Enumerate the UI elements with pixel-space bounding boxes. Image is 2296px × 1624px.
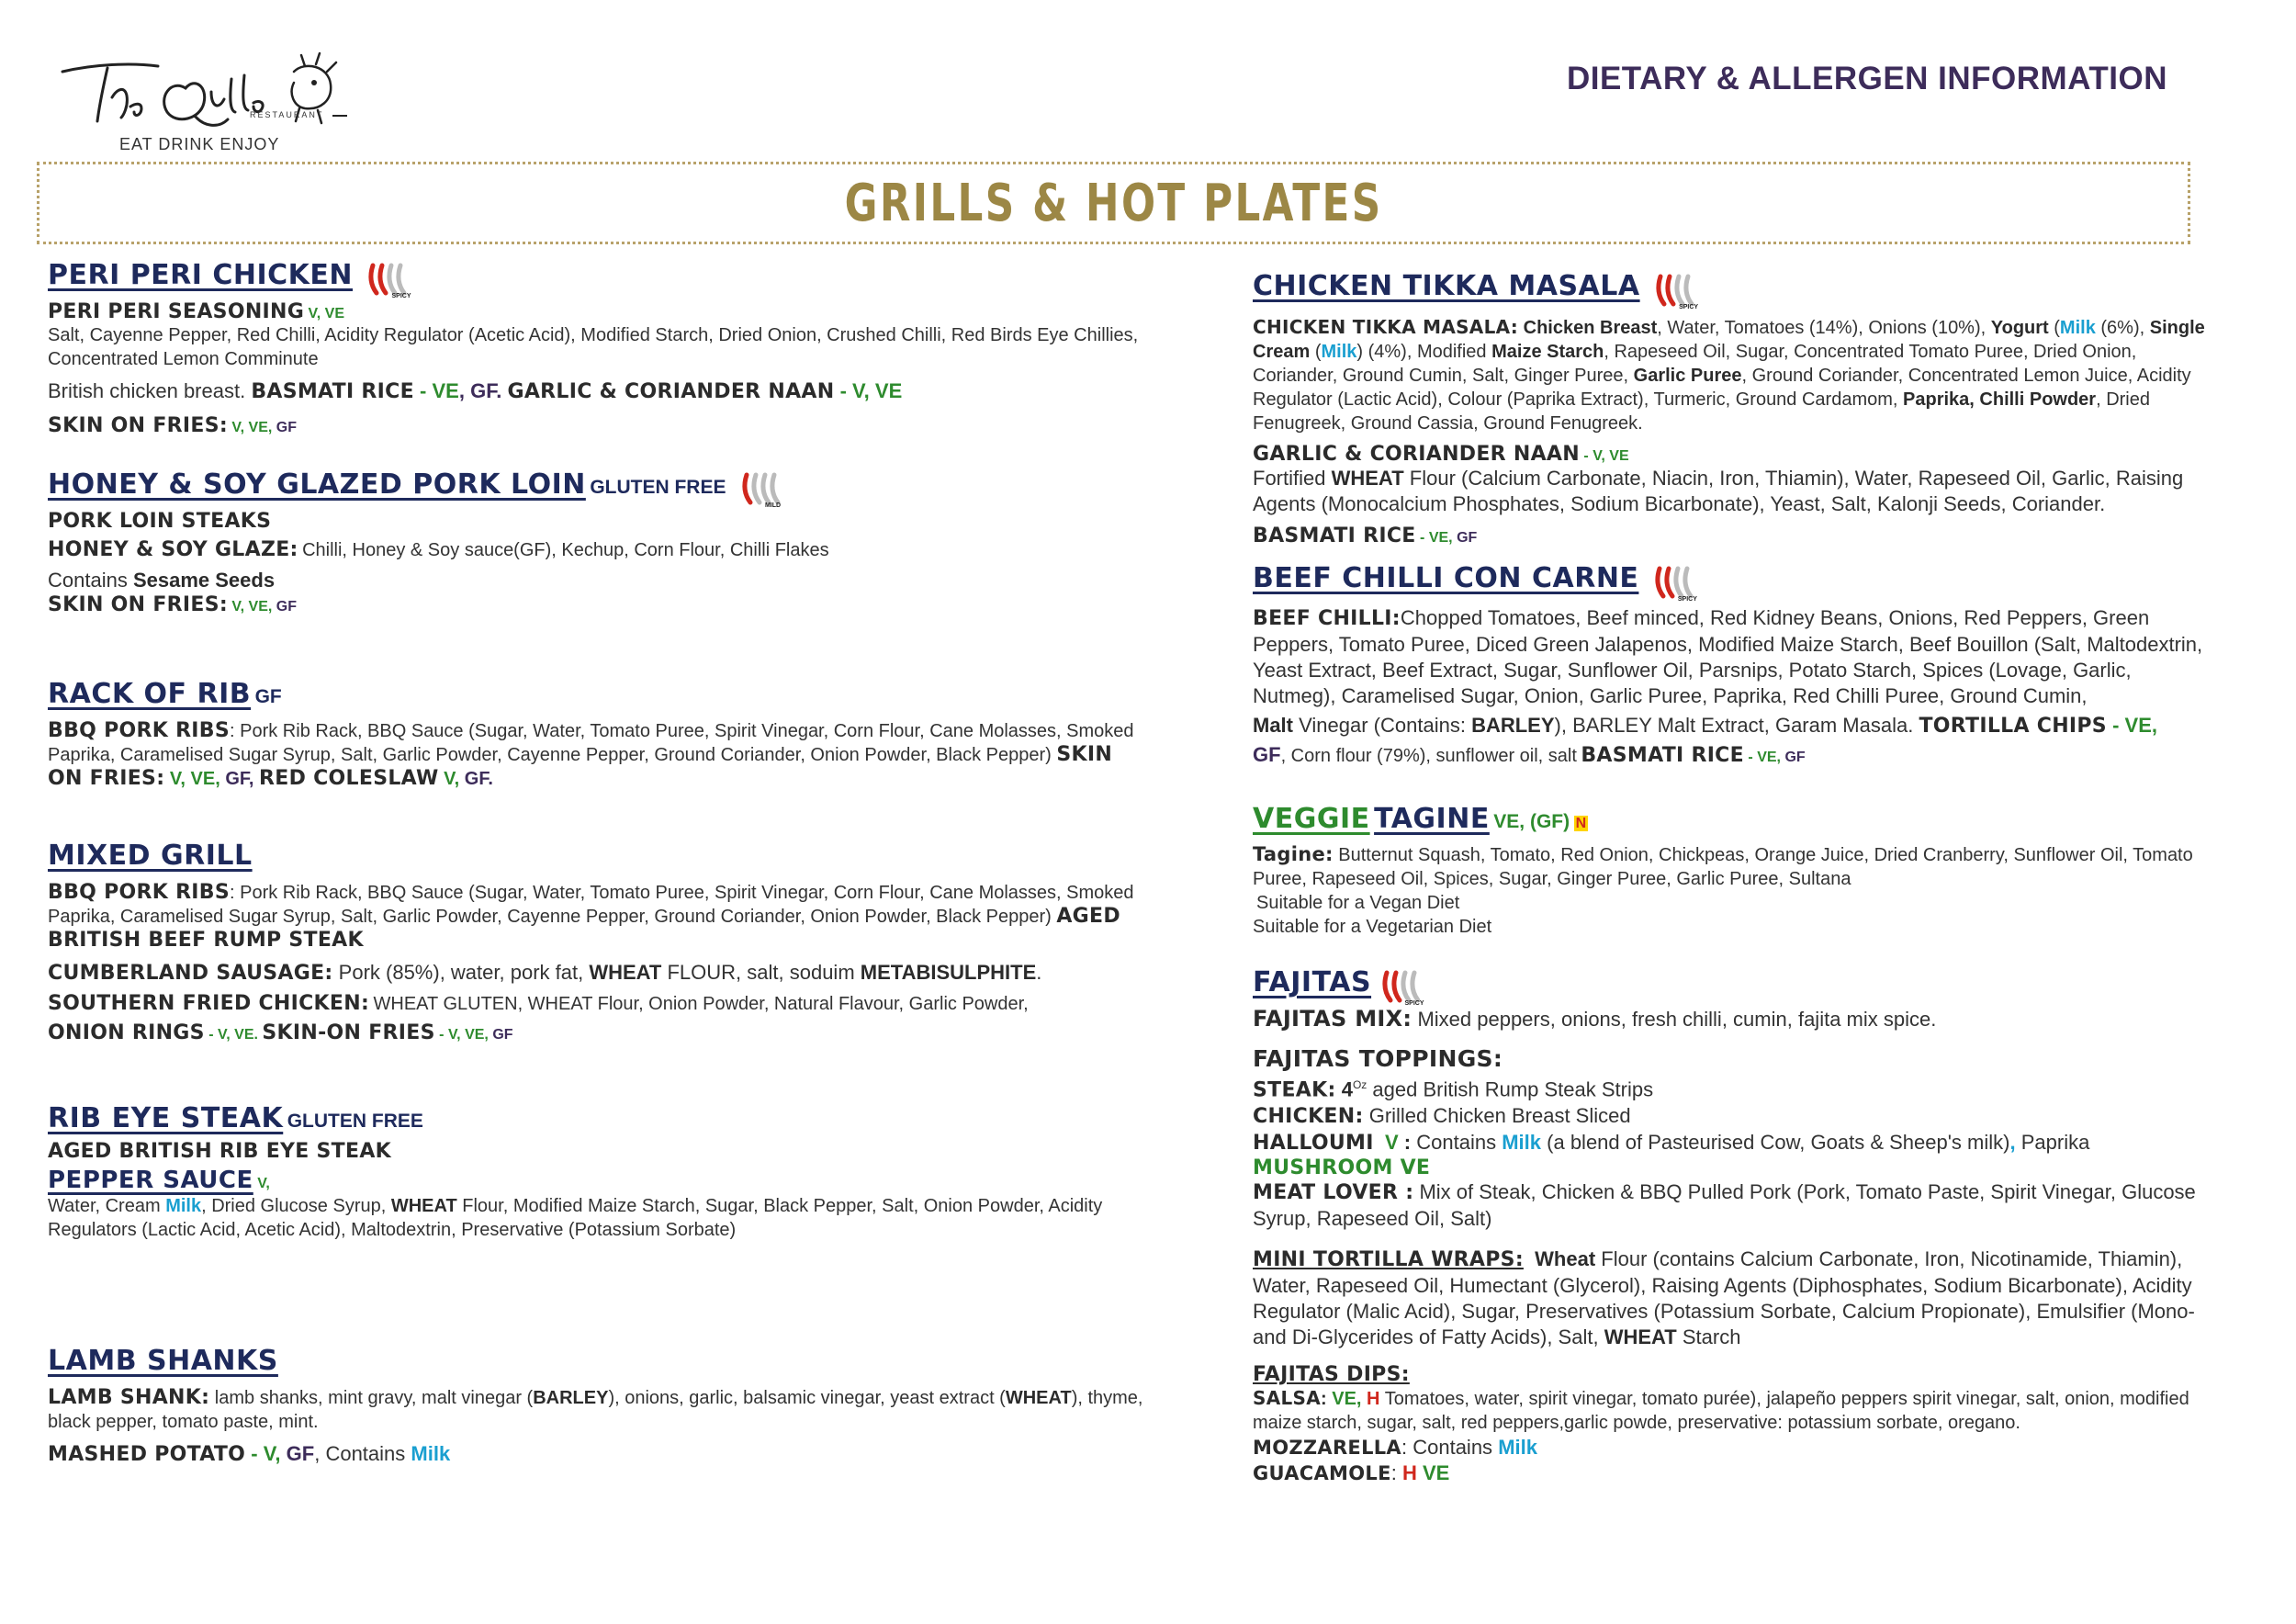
allergen-milk: Milk (1321, 341, 1357, 362)
vegan-tag: VE (234, 1027, 254, 1043)
dip-label: MOZZARELLA (1253, 1437, 1401, 1460)
vegetarian-tag: V (444, 769, 455, 789)
vegetarian-tag: V (447, 1027, 457, 1043)
ingredient-text: Butternut Squash, Tomato, Red Onion, Chickpeas, Orange Juice, Dried Cranberry, Sunflower Oil, Tomato Puree, Rapeseed Oil, Spices, Sugar, Ginger Puree, Garlic Puree, Sultana (1253, 845, 2193, 889)
dish-title: BEEF CHILLI CON CARNE (1253, 562, 1639, 594)
allergen-wheat: WHEAT (390, 1196, 457, 1216)
ingredient-text: Contains (48, 568, 128, 592)
vegetarian-tag: V (231, 598, 241, 615)
dips-heading: FAJITAS DIPS: (1253, 1363, 1410, 1387)
allergen-sesame: Sesame Seeds (132, 568, 276, 592)
allergen-milk: Milk (1502, 1131, 1542, 1155)
ingredient-text: (4%), Modified (1367, 341, 1487, 362)
side-basmati-rice: BASMATI RICE (1253, 524, 1416, 547)
ingredient-text: lamb shanks, mint gravy, malt vinegar ( (214, 1388, 534, 1408)
ingredient-text: , Dried Glucose Syrup, (201, 1196, 387, 1216)
vegan-tag: VE (1332, 1389, 1356, 1410)
dish-title: RACK OF RIB (48, 678, 252, 710)
ingredient-text: (a blend of Pasteurised Cow, Goats & Sheep's milk) (1547, 1131, 2010, 1155)
side-fries: SKIN ON FRIES: (48, 592, 228, 616)
ingredient-text: Paprika (2020, 1131, 2090, 1155)
vegan-tag: VE (248, 419, 268, 435)
dash: - (1579, 447, 1593, 464)
vegan-tag: VE (2124, 713, 2152, 737)
dish-rack-of-rib: RACK OF RIB GF BBQ PORK RIBS: Pork Rib Rack, BBQ Sauce (Sugar, Water, Tomato Puree, Spirit Vinegar, Corn Flour, Cane Molasses, Smoked Paprika, Caramelised Sugar Syrup, Salt, Garlic Powder, Cayenne Pepper, Ground Coriander, Onion Powder, Black Pepper) SKIN ON FRIES: V, VE, GF, RED COLESLAW V, GF. (48, 678, 1134, 790)
dish-title: CHICKEN TIKKA MASALA (1253, 270, 1640, 302)
ingredient-text: Grilled Chicken Breast Sliced (1368, 1104, 1631, 1128)
chilli-icon (1378, 969, 1433, 1006)
side-tortilla-chips: TORTILLA CHIPS (1919, 714, 2107, 738)
steak-unit: Oz (1352, 1077, 1367, 1091)
dish-title: LAMB SHANKS (48, 1345, 278, 1377)
ingredient-bold: Yogurt (1990, 317, 2049, 338)
ingredient-text: Vinegar (Contains: (1299, 713, 1466, 737)
dash: - (434, 1027, 448, 1043)
gluten-free-label: GF (254, 686, 282, 707)
dip-label: GUACAMOLE (1253, 1462, 1391, 1485)
ingredient-label: CUMBERLAND SAUSAGE: (48, 962, 333, 985)
halal-tag: H (1367, 1389, 1380, 1410)
dash: - (834, 378, 853, 402)
allergen-wheat: WHEAT (1005, 1388, 1072, 1408)
tagline: EAT DRINK ENJOY (119, 135, 280, 153)
allergen-barley: BARLEY (533, 1388, 609, 1408)
dash: - (204, 1027, 219, 1043)
dash: - (1743, 749, 1758, 765)
dash: - (413, 378, 433, 402)
ingredient-label: BEEF CHILLI: (1253, 606, 1401, 630)
dish-title: FAJITAS (1253, 966, 1372, 998)
ingredient-label: HONEY & SOY GLAZE: (48, 537, 298, 561)
ingredient-text: Flour (Calcium Carbonate, Niacin, Iron, Thiamin), Water, Rapeseed Oil, Garlic, Raising Agents (Monocalcium Phosphates, Sodium Bicarbonate), Yeast, Salt, Kalonji Seeds, Coriander. (1253, 466, 2184, 515)
allergen-milk: Milk (411, 1442, 451, 1465)
ingredient-label: Tagine: (1253, 843, 1334, 865)
vegetarian-tag: V (263, 1442, 276, 1465)
gluten-free-tag: GF (470, 378, 497, 402)
document-title: DIETARY & ALLERGEN INFORMATION (1566, 61, 2167, 96)
side-naan: GARLIC & CORIANDER NAAN (1253, 442, 1580, 466)
ingredient-label: BBQ PORK RIBS (48, 881, 231, 904)
ingredient-text: WHEAT GLUTEN, WHEAT Flour, Onion Powder, Natural Flavour, Garlic Powder, (373, 994, 1029, 1014)
ingredient-label: PORK LOIN STEAKS (48, 509, 272, 533)
ingredient-label: AGED BRITISH BEEF RUMP STEAK (48, 905, 1120, 952)
spice-level-label: SPICY (1677, 595, 1697, 603)
ingredient-text: , Water, Tomatoes (14%), Onions (10%), (1657, 317, 1986, 338)
ingredient-text: , Corn flour (79%), sunflower oil, salt (1280, 745, 1577, 766)
dish-title: RIB EYE STEAK (48, 1102, 284, 1134)
ingredient-text: Tomatoes, water, spirit vinegar, tomato purée), jalapeño peppers spirit vinegar, salt, onion, modified maize starch, sugar, salt, red peppers,garlic powde, preservative: potassium sorbate, oregano. (1253, 1389, 2189, 1434)
comma: , (316, 305, 321, 321)
ingredient-text: : Contains (1401, 1436, 1493, 1460)
logo-script-mark (57, 51, 351, 134)
chilli-icon (1651, 273, 1706, 310)
ingredient-label: CHICKEN TIKKA MASALA: (1253, 315, 1519, 338)
ingredient-text: Mix of Steak, Chicken & BBQ Pulled Pork (Pork, Tomato Paste, Spirit Vinegar, Glucose Syrup, Rapeseed Oil, Salt) (1253, 1180, 2196, 1231)
dash: - (245, 1442, 264, 1465)
allergen-wheat: WHEAT (589, 961, 662, 984)
gluten-free-tag: GF (276, 419, 297, 435)
dish-beef-chilli-con-carne: BEEF CHILLI CON CARNE SPICY BEEF CHILLI:Chopped Tomatoes, Beef minced, Red Kidney Beans, Onions, Red Peppers, Green Peppers, Tomato Puree, Diced Green Jalapenos, Modified Maize Starch, Beef Bouillon (Salt, Maltodextrin, Yeast Extract, Beef Extract, Sugar, Sunflower Oil, Parsnips, Potato Starch, Spices (Lovage, Garlic, Nutmeg), Caramelised Sugar, Onion, Garlic Puree, Paprika, Red Chilli Puree, Ground Cumin, Malt Vinegar (Contains: BARLEY), BARLEY Malt Extract, Garam Masala. TORTILLA CHIPS - VE, GF, Corn flour (79%), sunflower oil, salt BASMATI RICE - VE, GF (1253, 562, 2203, 767)
ingredient-label: SOUTHERN FRIED CHICKEN: (48, 992, 370, 1015)
gluten-free-label: GLUTEN FREE (287, 1111, 423, 1132)
ingredient-text: Salt, Cayenne Pepper, Red Chilli, Acidity Regulator (Acetic Acid), Modified Starch, Dried Onion, Crushed Chilli, Red Birds Eye Chillies, Concentrated Lemon Comminute (48, 324, 1139, 369)
vegan-tag: VE (1757, 749, 1777, 765)
side-fries: SKIN ON FRIES: (48, 743, 1113, 790)
ingredient-text: (6%), (2100, 317, 2145, 338)
vegan-tag: VE (324, 305, 344, 321)
topping-label: HALLOUMI (1253, 1132, 1374, 1156)
gluten-free-label: GLUTEN FREE (590, 477, 726, 498)
ingredient-label: BBQ PORK RIBS (48, 719, 231, 742)
side-fries: SKIN ON FRIES: (48, 413, 228, 437)
allergen-wheat: Wheat (1535, 1247, 1596, 1271)
ingredient-text: Fortified (1253, 466, 1326, 490)
side-mashed-potato: MASHED POTATO (48, 1443, 246, 1466)
spice-level-label: MILD (764, 502, 782, 509)
section-title: GRILLS & HOT PLATES (844, 173, 1383, 233)
gluten-free-tag: GF (1253, 742, 1281, 766)
allergen-milk: Milk (1498, 1436, 1537, 1460)
vegan-tag: VE (874, 378, 903, 402)
ingredient-text: : Pork Rib Rack, BBQ Sauce (Sugar, Water, Tomato Puree, Spirit Vinegar, Corn Flour, Cane Molasses, Smoked Paprika, Caramelised Sugar Syrup, Salt, Garlic Powder, Cayenne Pepper, Ground Coriander, Onion Powder, Black Pepper) (48, 883, 1134, 927)
dish-mixed-grill: MIXED GRILL BBQ PORK RIBS: Pork Rib Rack, BBQ Sauce (Sugar, Water, Tomato Puree, Spirit Vinegar, Corn Flour, Cane Molasses, Smoked Paprika, Caramelised Sugar Syrup, Salt, Garlic Powder, Cayenne Pepper, Ground Coriander, Onion Powder, Black Pepper) AGED BRITISH BEEF RUMP STEAK CUMBERLAND SAUSAGE: Pork (85%), water, pork fat, WHEAT FLOUR, salt, soduim METABISULPHITE. SOUTHERN FRIED CHICKEN: WHEAT GLUTEN, WHEAT Flour, Onion Powder, Natural Flavour, Garlic Powder, ONION RINGS - V, VE. SKIN-ON FRIES - V, VE, GF (48, 840, 1150, 1044)
vegan-tag: VE (432, 378, 459, 402)
toppings-heading: FAJITAS TOPPINGS: (1253, 1044, 1503, 1072)
side-naan: GARLIC & CORIANDER NAAN (507, 379, 835, 403)
ingredient-text: Pork (85%), water, pork fat, (338, 961, 584, 984)
steak-weight: 4 (1341, 1077, 1353, 1101)
vegetarian-tag: V (257, 1176, 266, 1191)
topping-label: STEAK: (1253, 1078, 1336, 1102)
vegan-tag: VE (1428, 529, 1449, 546)
vegan-note: Suitable for a Vegan Diet (1256, 893, 1460, 913)
ingredient-bold: Maize Starch (1491, 341, 1604, 362)
allergen-sulphite: METABISULPHITE (860, 961, 1037, 984)
vegetarian-tag: V (1384, 1131, 1399, 1155)
vegan-tag: VE (1609, 447, 1629, 464)
ingredient-text: , Rapeseed Oil, Sugar, Concentrated Tomato Puree, Dried Onion, Coriander, Ground Cumin, Salt, Ginger Puree, (1253, 341, 2137, 386)
dish-pork-loin: HONEY & SOY GLAZED PORK LOIN GLUTEN FREE MILD PORK LOIN STEAKS HONEY & SOY GLAZE: Chilli, Honey & Soy sauce(GF), Kechup, Corn Flour, Chilli Flakes Contains Sesame Seeds SKIN ON FRIES: V, VE, GF (48, 468, 1150, 616)
logo-sub-text: RESTAURANT (250, 110, 324, 119)
side-basmati-rice: BASMATI RICE (251, 379, 414, 403)
ingredient-text: British chicken breast. (48, 378, 246, 402)
ingredient-bold: Chicken Breast (1523, 317, 1658, 338)
allergen-barley: BARLEY (1471, 713, 1555, 737)
ingredient-label: FAJITAS MIX: (1253, 1005, 1412, 1032)
side-fries: SKIN-ON FRIES (262, 1021, 435, 1044)
ingredient-label: LAMB SHANK: (48, 1386, 210, 1409)
ingredient-text: Flour, Modified Maize Starch, Sugar, Black Pepper, Salt, Onion Powder, Acidity Regulators (Lactic Acid, Acetic Acid), Maltodextrin, Preservative (Potassium Sorbate) (48, 1196, 1103, 1240)
ingredient-text: , Ground Coriander, Concentrated Lemon Juice, Acidity Regulator (Lactic Acid), Colour (Paprika Extract), Turmeric, Ground Cardamom, (1253, 365, 2191, 410)
ingredient-text: FLOUR, salt, soduim (667, 961, 855, 984)
vegan-tag: VE (465, 1027, 485, 1043)
topping-label: MEAT LOVER : (1253, 1181, 1414, 1205)
ingredient-text: , Contains (314, 1442, 406, 1465)
dish-title: TAGINE (1374, 803, 1490, 835)
ingredient-bold: Malt (1253, 713, 1293, 737)
ingredient-bold: Single Cream (1253, 317, 2205, 362)
dip-label: SALSA (1253, 1387, 1322, 1410)
gluten-free-tag: GF (1784, 749, 1806, 765)
dash: - (1415, 529, 1429, 546)
topping-label: CHICKEN: (1253, 1105, 1364, 1129)
topping-mushroom: MUSHROOM VE (1253, 1156, 1431, 1180)
ingredient-text: Water, Cream (48, 1196, 161, 1216)
dish-chicken-tikka-masala: CHICKEN TIKKA MASALA SPICY CHICKEN TIKKA MASALA: Chicken Breast, Water, Tomatoes (14%), Onions (10%), Yogurt (Milk (6%), Single Cream (Milk) (4%), Modified Maize Starch, Rapeseed Oil, Sugar, Concentrated Tomato Puree, Dried Onion, Coriander, Ground Cumin, Salt, Ginger Puree, Garlic Puree, Ground Coriander, Concentrated Lemon Juice, Acidity Regulator (Lactic Acid), Colour (Paprika Extract), Turmeric, Ground Cardamom, Paprika, Chilli Powder, Dried Fenugreek, Ground Cassia, Ground Fenugreek. GARLIC & CORIANDER NAAN - V, VE Fortified WHEAT Flour (Calcium Carbonate, Niacin, Iron, Thiamin), Water, Rapeseed Oil, Garlic, Raising Agents (Monocalcium Phosphates, Sodium Bicarbonate), Yeast, Salt, Kalonji Seeds, Coriander. BASMATI RICE - VE, GF (1253, 270, 2205, 547)
ingredient-text: Flour (contains Calcium Carbonate, Iron, Nicotinamide, Thiamin), Water, Rapeseed Oil, Humectant (Glycerol), Raising Agents (Diphosphates, Sodium Bicarbonate), Acidity Regulator (Malic Acid), Sugar, Preservatives (Potassium Sorbate, Calcium Propionate), Emulsifier (Mono- and Di-Glycerides of Fatty Acids), Salt, (1253, 1247, 2195, 1349)
ingredient-text: Starch (1682, 1325, 1741, 1349)
ingredient-text: aged British Rump Steak Strips (1372, 1077, 1654, 1101)
allergen-milk: Milk (165, 1196, 202, 1216)
ingredient-text: , Dried Fenugreek, Ground Cassia, Ground Fenugreek. (1253, 389, 2150, 434)
dish-title: MIXED GRILL (48, 840, 253, 872)
dish-veggie-tagine (1253, 803, 2208, 939)
diet-tags: VE, (GF) (1493, 811, 1570, 832)
allergen-milk: Milk (2059, 317, 2096, 338)
spice-level-label: SPICY (1679, 303, 1699, 310)
gluten-free-tag: GF (464, 769, 489, 789)
vegetarian-note: Suitable for a Vegetarian Diet (1253, 917, 1492, 937)
ingredient-text: Chopped Tomatoes, Beef minced, Red Kidney Beans, Onions, Red Peppers, Green Peppers, Tomato Puree, Diced Green Jalapenos, Modified Maize Starch, Beef Bouillon (Salt, Maltodextrin, Yeast Extract, Beef Extract, Sugar, Sunflower Oil, Parsnips, Potato Starch, Spices (Lovage, Garlic, Nutmeg), Caramelised Sugar, Onion, Garlic Puree, Paprika, Red Chilli Puree, Ground Cumin, (1253, 605, 2203, 707)
gluten-free-tag: GF (276, 598, 297, 615)
vegan-tag: VE (248, 598, 268, 615)
ingredient-text: : Pork Rib Rack, BBQ Sauce (Sugar, Water, Tomato Puree, Spirit Vinegar, Corn Flour, Cane Molasses, Smoked Paprika, Caramelised Sugar Syrup, Salt, Garlic Powder, Cayenne Pepper, Ground Coriander, Onion Powder, Black Pepper) (48, 721, 1134, 765)
chilli-icon (1650, 565, 1705, 602)
gluten-free-tag: GF (286, 1442, 315, 1465)
dish-fajitas: FAJITAS SPICY FAJITAS MIX: Mixed peppers, onions, fresh chilli, cumin, fajita mix spice. FAJITAS TOPPINGS: STEAK: $4^{Oz}$ aged British Rump Steak Strips CHICKEN: Grilled Chicken Breast Sliced HALLOUMI V : Contains Milk (a blend of Pasteurised Cow, Goats & Sheep's milk), Paprika MUSHROOM VE MEAT LOVER : Mix of Steak, Chicken & BBQ Pulled Pork (Pork, Tomato Paste, Spirit Vinegar, Glucose Syrup, Rapeseed Oil, Salt) MINI TORTILLA WRAPS: Wheat Flour (contains Calcium Carbonate, Iron, Nicotinamide, Thiamin), Water, Rapeseed Oil, Humectant (Glycerol), Raising Agents (Diphosphates, Sodium Bicarbonate), Acidity Regulator (Malic Acid), Sugar, Preservatives (Potassium Sorbate, Calcium Propionate), Emulsifier (Mono- and Di-Glycerides of Fatty Acids), Salt, WHEAT Starch FAJITAS DIPS: SALSA: VE, H Tomatoes, water, spirit vinegar, tomato purée), jalapeño peppers spirit vinegar, salt, onion, modified maize starch, sugar, salt, red peppers,garlic powde, preservative: potassium sorbate, oregano. MOZZARELLA: Contains Milk GUACAMOLE: H VE (1253, 966, 2208, 1486)
vegetarian-tag: V (231, 419, 241, 435)
ingredient-bold: Garlic Puree (1633, 365, 1742, 386)
dish-lamb-shanks: LAMB SHANKS LAMB SHANK: lamb shanks, mint gravy, malt vinegar (BARLEY), onions, garlic, balsamic vinegar, yeast extract (WHEAT), thyme, black pepper, tomato paste, mint. MASHED POTATO - V, GF, Contains Milk (48, 1345, 1150, 1468)
ingredient-text: ), thyme, black pepper, tomato paste, mint. (48, 1388, 1143, 1432)
sauce-title: PEPPER SAUCE (48, 1167, 253, 1194)
vegetarian-tag: V (1593, 447, 1602, 464)
ingredient-text: ), onions, garlic, balsamic vinegar, yeast extract ( (608, 1388, 1006, 1408)
dish-rib-eye-steak: RIB EYE STEAK GLUTEN FREE AGED BRITISH RIB EYE STEAK PEPPER SAUCE V, Water, Cream Milk, Dried Glucose Syrup, WHEAT Flour, Modified Maize Starch, Sugar, Black Pepper, Salt, Onion Powder, Acidity Regulators (Lactic Acid, Acetic Acid), Maltodextrin, Preservative (Potassium Sorbate) (48, 1102, 1150, 1242)
vegetarian-tag: V (852, 378, 864, 402)
chilli-icon (364, 262, 419, 299)
gluten-free-tag: GF (492, 1027, 513, 1043)
vegan-tag: VE (190, 769, 216, 789)
ingredient-text: Contains (1416, 1131, 1497, 1155)
vegan-tag: VE (1423, 1461, 1450, 1485)
comma: , (458, 378, 465, 402)
ingredient-bold: Paprika, Chilli Powder (1903, 389, 2097, 410)
dish-peri-peri-chicken: PERI PERI CHICKEN SPICY PERI PERI SEASONING V, VE Salt, Cayenne Pepper, Red Chilli, Acidity Regulator (Acetic Acid), Modified Starch, Dried Onion, Crushed Chilli, Red Birds Eye Chillies, Concentrated Lemon Comminute British chicken breast. BASMATI RICE - VE, GF. GARLIC & CORIANDER NAAN - V, VE SKIN ON FRIES: V, VE, GF (48, 259, 1150, 437)
ingredient-label: AGED BRITISH RIB EYE STEAK (48, 1140, 391, 1163)
ingredient-text: Mixed peppers, onions, fresh chilli, cumin, fajita mix spice. (1417, 1007, 1937, 1031)
ingredient-text: Chilli, Honey & Soy sauce(GF), Kechup, Corn Flour, Chilli Flakes (302, 539, 829, 560)
side-coleslaw: RED COLESLAW (259, 767, 439, 790)
vegetarian-tag: V (169, 769, 181, 789)
allergen-wheat: WHEAT (1604, 1325, 1677, 1349)
dish-title: PERI PERI CHICKEN (48, 259, 354, 291)
allergen-wheat: WHEAT (1331, 466, 1404, 490)
side-onion-rings: ONION RINGS (48, 1021, 205, 1044)
section-banner (37, 162, 2190, 244)
wraps-heading: MINI TORTILLA WRAPS: (1253, 1248, 1524, 1272)
spice-level-label: SPICY (391, 292, 411, 299)
halal-tag: H (1401, 1461, 1417, 1485)
dish-title-veggie: VEGGIE (1253, 803, 1370, 835)
spice-level-label: SPICY (1404, 999, 1424, 1007)
vegetarian-tag: V (218, 1027, 227, 1043)
dash: - (2106, 713, 2125, 737)
gluten-free-tag: GF (225, 769, 249, 789)
vegetarian-tag: V (308, 305, 317, 321)
gluten-free-tag: GF (1457, 529, 1478, 546)
ingredient-label: PERI PERI SEASONING (48, 299, 305, 323)
ingredient-text: ), BARLEY Malt Extract, Garam Masala. (1554, 713, 1914, 737)
nut-tag: N (1575, 816, 1587, 831)
chilli-icon (737, 471, 793, 508)
side-basmati-rice: BASMATI RICE (1581, 743, 1744, 767)
logo-text (57, 51, 62, 52)
dish-title: HONEY & SOY GLAZED PORK LOIN (48, 468, 586, 501)
